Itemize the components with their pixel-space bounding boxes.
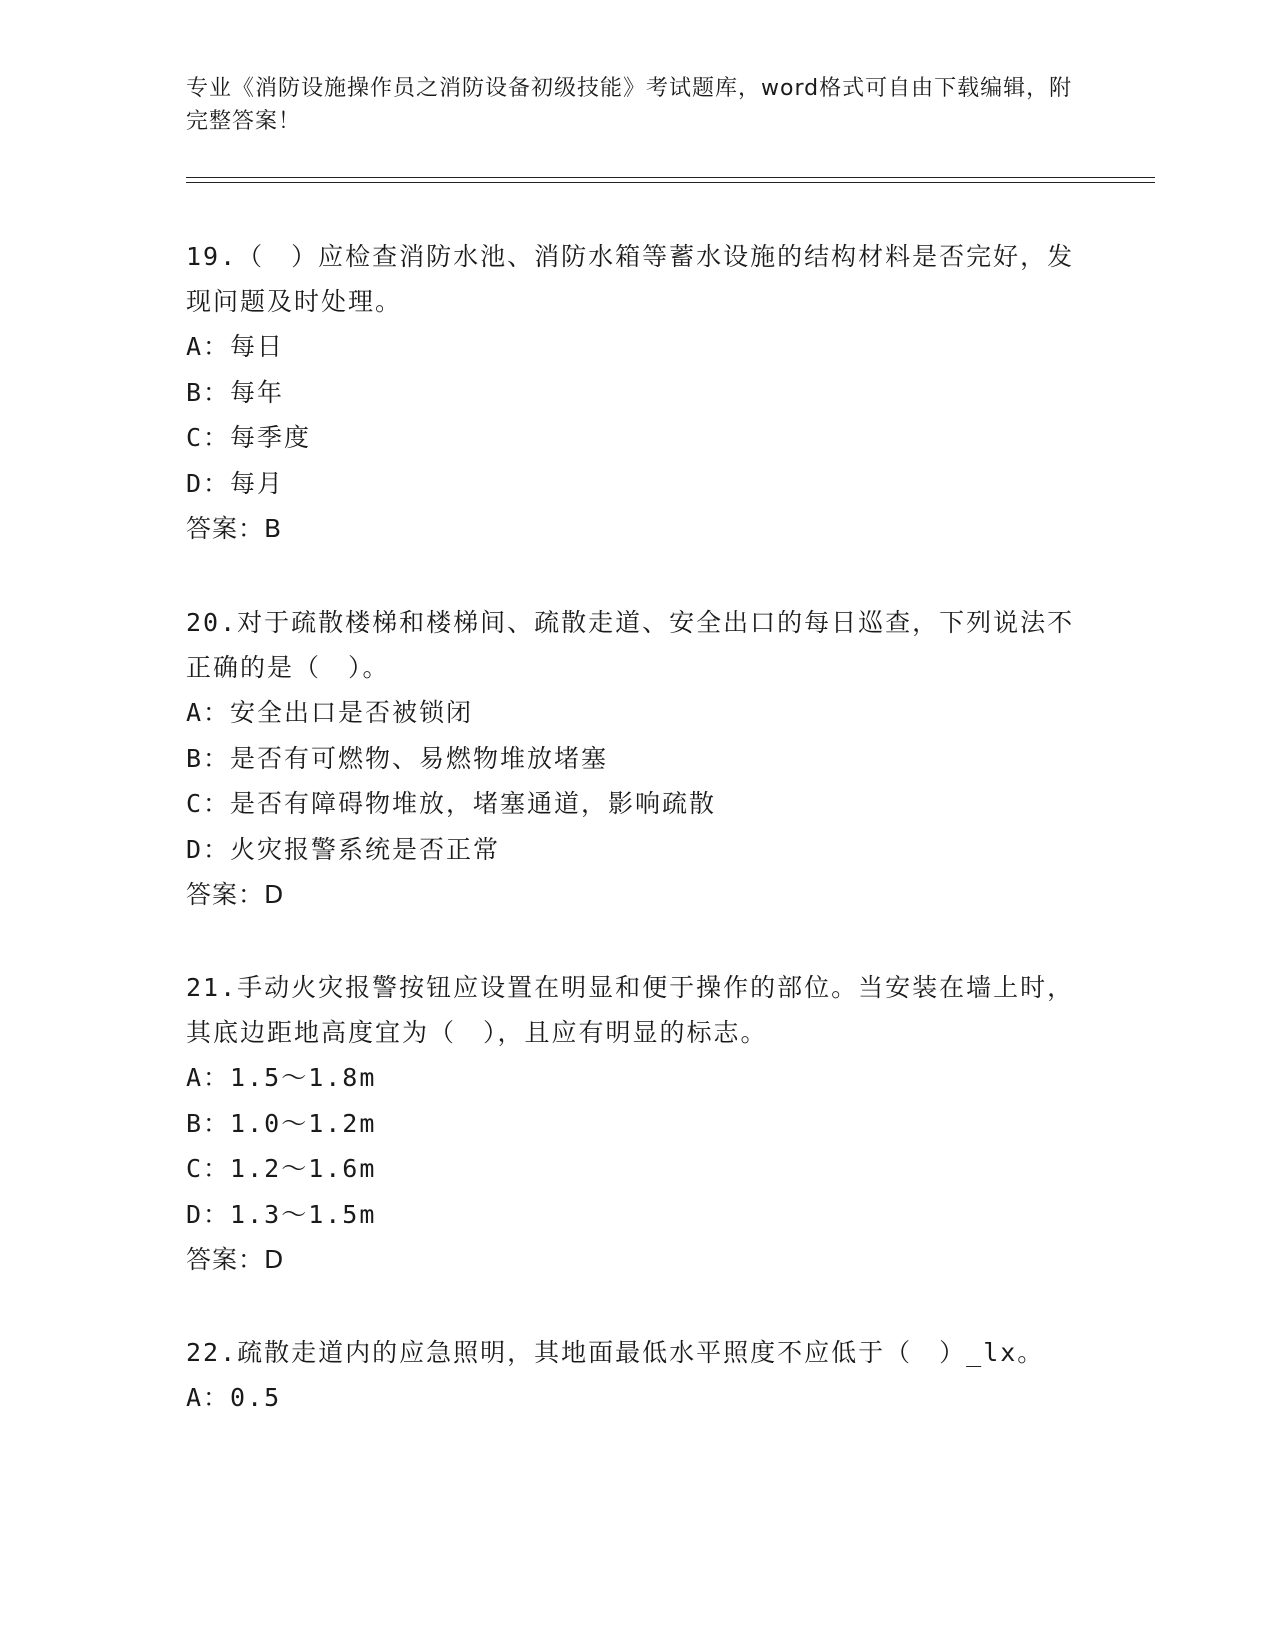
option-c: C：每季度 [186, 423, 312, 452]
option-c: C：是否有障碍物堆放，堵塞通道，影响疏散 [186, 789, 717, 818]
option-d: D：火灾报警系统是否正常 [186, 834, 501, 864]
option-b: B：是否有可燃物、易燃物堆放堵塞 [186, 743, 609, 773]
question-21 [186, 965, 1086, 1283]
option-b: B：1.0～1.2m [186, 1108, 377, 1138]
answer: 答案：D [186, 1245, 285, 1274]
option-c: C：1.2～1.6m [186, 1154, 377, 1183]
option-a: A：安全出口是否被锁闭 [186, 698, 474, 727]
question-19 [186, 234, 1086, 552]
question-22 [186, 1330, 1086, 1421]
option-a: A：0.5 [186, 1383, 282, 1412]
question-text: 21.手动火灾报警按钮应设置在明显和便于操作的部位。当安装在墙上时，其底边距地高度宜为（ ），且应有明显的标志。 [186, 973, 1075, 1047]
question-text: 20.对于疏散楼梯和楼梯间、疏散走道、安全出口的每日巡查，下列说法不正确的是（ ）。 [186, 608, 1075, 682]
question-text: 19.（ ）应检查消防水池、消防水箱等蓄水设施的结构材料是否完好，发现问题及时处理。 [186, 242, 1075, 316]
option-d: D：1.3～1.5m [186, 1199, 377, 1229]
option-a: A：每日 [186, 332, 285, 361]
answer: 答案：D [186, 880, 285, 909]
document-header: 专业《消防设施操作员之消防设备初级技能》考试题库，word格式可自由下载编辑，附完整答案！ [186, 76, 1073, 134]
answer: 答案：B [186, 514, 283, 543]
header-divider-top [186, 177, 1155, 178]
option-b: B：每年 [186, 377, 285, 407]
option-a: A：1.5～1.8m [186, 1063, 377, 1092]
question-20 [186, 600, 1086, 918]
question-text: 22.疏散走道内的应急照明，其地面最低水平照度不应低于（ ）_lx。 [186, 1338, 1045, 1367]
header-divider-bottom [186, 182, 1155, 183]
option-d: D：每月 [186, 468, 285, 498]
